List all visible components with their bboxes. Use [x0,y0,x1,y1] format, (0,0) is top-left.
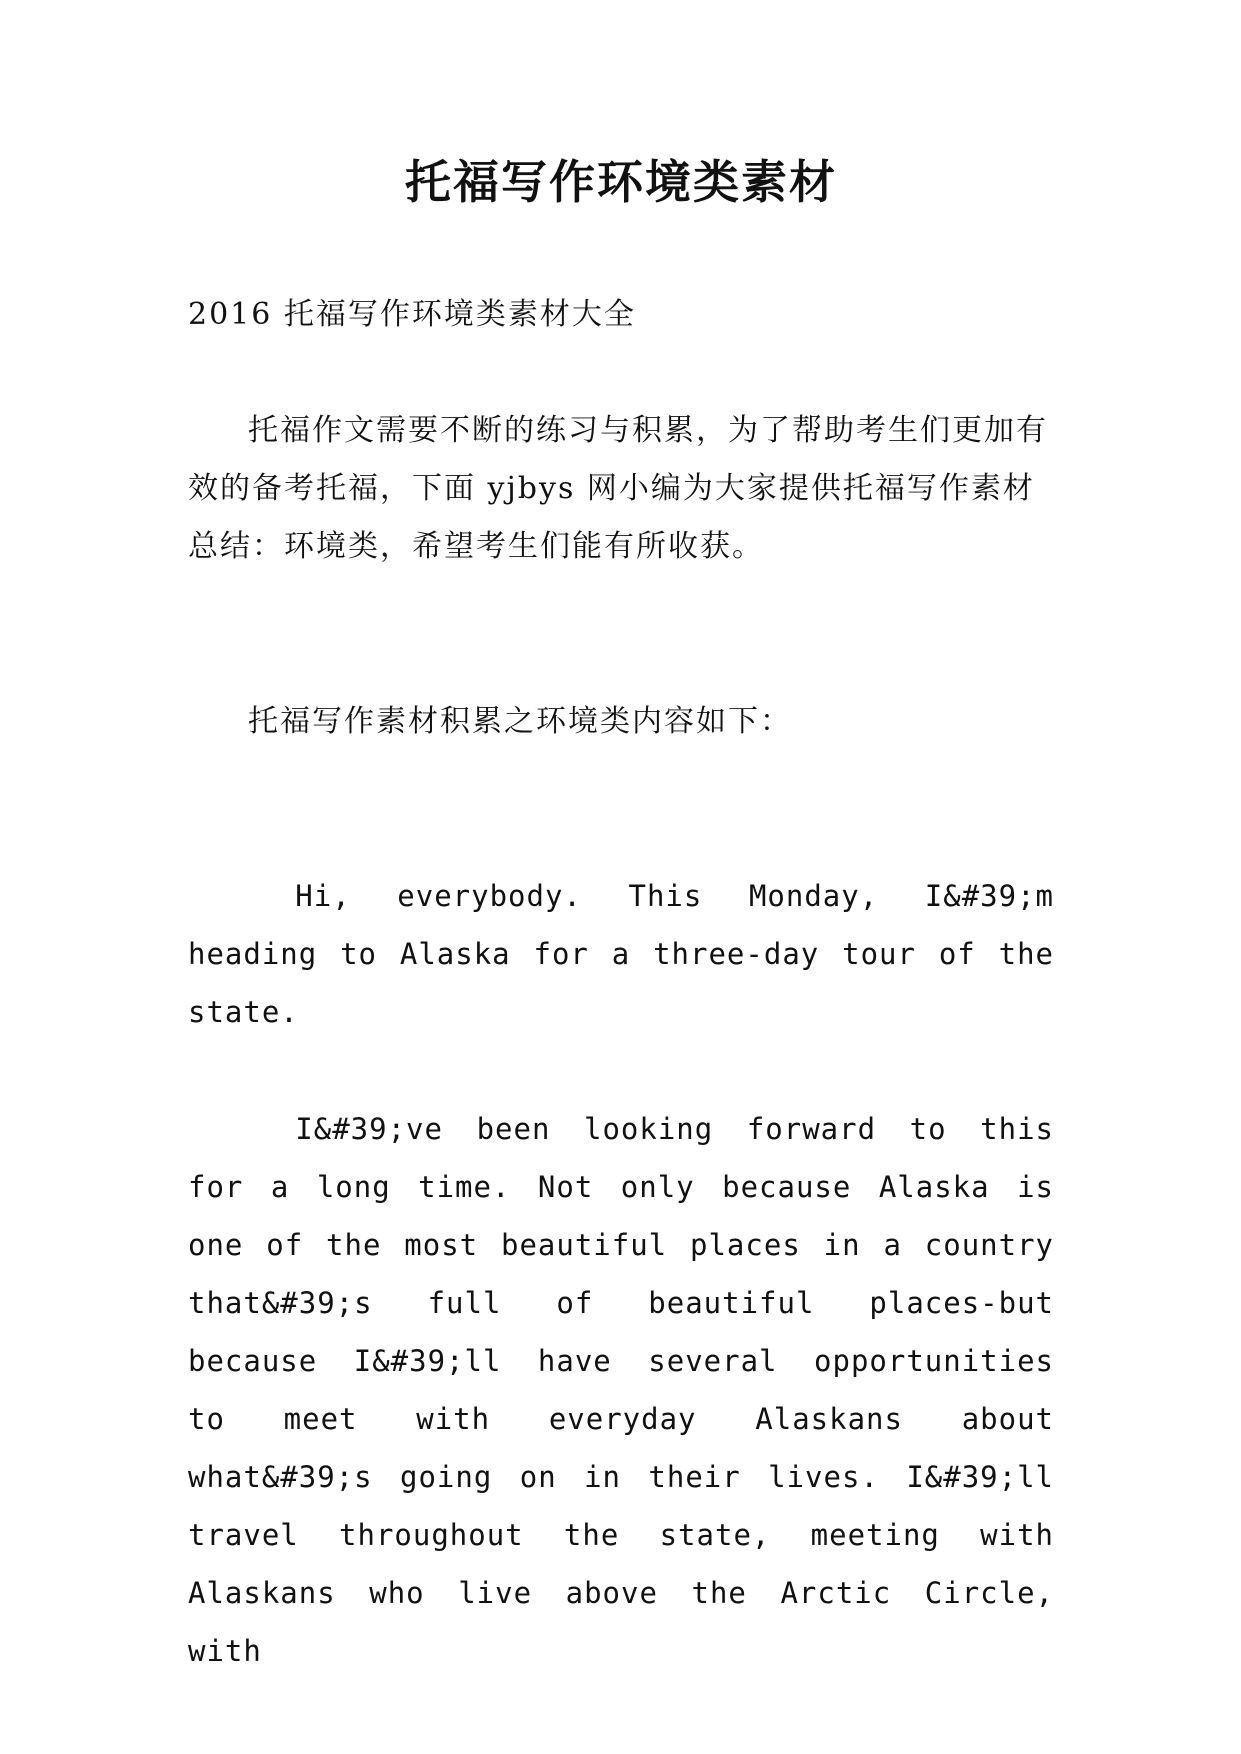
document-title: 托福写作环境类素材 [405,155,837,209]
document-subtitle: 2016 托福写作环境类素材大全 [188,297,636,332]
english-paragraph-1: Hi, everybody. This Monday, I&#39;m heading to Alaska for a three-day tour of the state. [188,879,1054,1029]
english-paragraph-2: I&#39;ve been looking forward to this for a long time. Not only because Alaska is one of the most beautiful places in a country that&#39;s full of beautiful places-but because I&#39;ll have several opportunities to meet with everyday Alaskans about what&#39;s going on in their lives. I&#39;ll travel throughout the state, meeting with Alaskans who live above the Arctic Circle, with [188,1112,1054,1668]
intro-paragraph: 托福作文需要不断的练习与积累，为了帮助考生们更加有效的备考托福，下面 yjbys 网小编为大家提供托福写作素材总结：环境类，希望考生们能有所收获。 [188,413,1048,564]
lead-paragraph: 托福写作素材积累之环境类内容如下： [248,704,792,739]
